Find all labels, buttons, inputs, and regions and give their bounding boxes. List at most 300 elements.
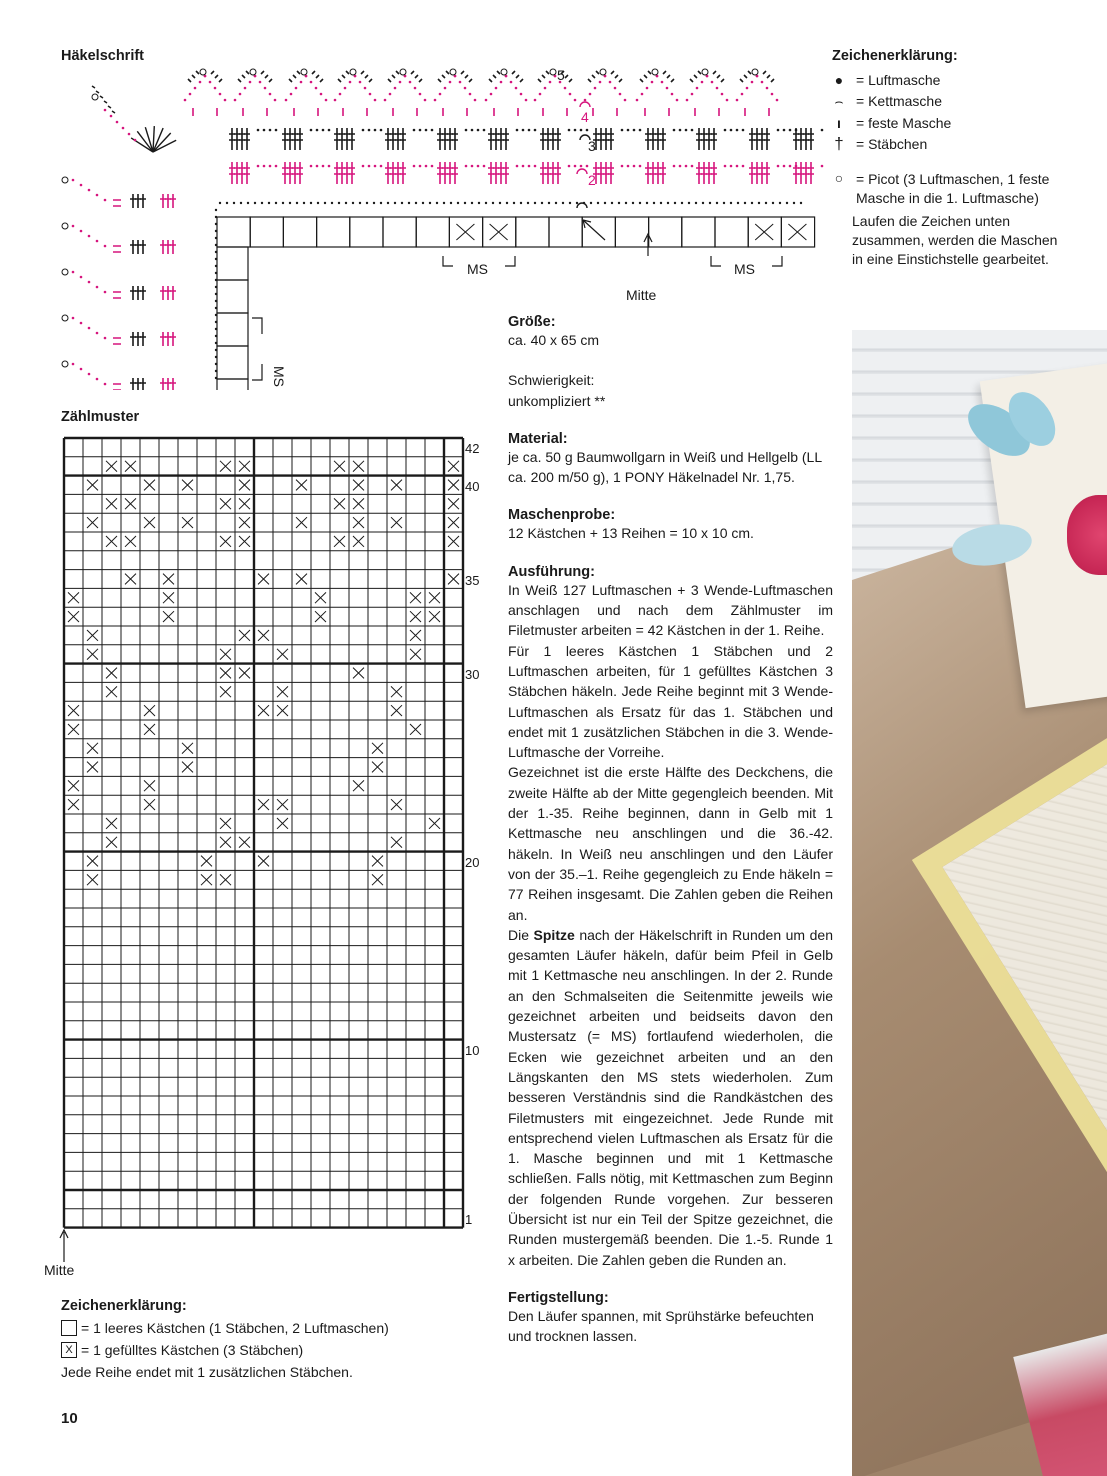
stitch-dc	[135, 378, 141, 390]
row-label-20: 20	[465, 855, 480, 870]
legend-item-dc: † = Stäbchen	[832, 136, 1102, 152]
chain-dot	[431, 165, 434, 168]
stitch-dc	[390, 162, 396, 184]
chain-dot	[716, 202, 718, 204]
chain-dot	[450, 202, 452, 204]
filled-cell	[163, 592, 174, 603]
stitch-dc	[344, 162, 350, 184]
filled-cell	[125, 574, 136, 585]
stitch-dc	[160, 286, 166, 300]
stitch-dc	[339, 162, 345, 184]
picot-icon	[350, 69, 356, 75]
filled-cell	[144, 724, 155, 735]
chain-dot	[215, 230, 217, 232]
chain-dot	[436, 202, 438, 204]
filled-cell	[315, 611, 326, 622]
stitch-dc	[400, 162, 406, 184]
stitch-dc	[493, 128, 499, 150]
stitch-sc	[343, 108, 367, 116]
filled-cell	[258, 630, 269, 641]
stitch-dc	[545, 128, 551, 150]
stitch-sc	[640, 71, 666, 82]
chain-dot	[666, 87, 669, 90]
dot-icon: ●	[834, 72, 844, 88]
chain-dot	[544, 87, 547, 90]
filled-cell	[201, 856, 212, 867]
filled-cell	[106, 668, 117, 679]
stitch-dc	[334, 128, 340, 150]
stitch-dc	[808, 162, 814, 184]
filled-cell	[87, 517, 98, 528]
chain-dot	[384, 99, 387, 102]
stitch-dc	[701, 162, 707, 184]
stitch-dc	[160, 332, 166, 346]
chain-dot	[522, 129, 525, 132]
chain-dot	[261, 202, 263, 204]
chain-dot	[676, 99, 679, 102]
chain-dot	[380, 165, 383, 168]
stitch-dc	[292, 162, 298, 184]
stitch-dc	[140, 240, 146, 254]
chain-dot	[374, 165, 377, 168]
filet-box	[217, 313, 248, 346]
chain-dot	[641, 93, 644, 96]
chain-dot	[777, 165, 780, 168]
chain-dot	[492, 202, 494, 204]
stitch-dc	[503, 162, 509, 184]
chain-dot	[758, 202, 760, 204]
stitch-sc	[113, 292, 121, 298]
filled-cell	[220, 536, 231, 547]
chain-dot	[464, 87, 467, 90]
filled-cell	[144, 780, 155, 791]
chain-dot	[72, 225, 75, 228]
chain-dot	[711, 81, 714, 84]
chain-dot	[264, 87, 267, 90]
fertig-value: Den Läufer spannen, mit Sprühstärke befeuchten und trocknen lassen.	[508, 1307, 814, 1345]
filled-cell	[429, 611, 440, 622]
arc-icon	[577, 203, 587, 208]
filled-cell	[239, 517, 250, 528]
chain-dot	[80, 322, 83, 325]
arc-icon: ⌢	[834, 93, 844, 109]
chain-dot	[691, 129, 694, 132]
filled-cell	[163, 574, 174, 585]
chain-dot	[359, 81, 362, 84]
chain-dot	[611, 202, 613, 204]
filet-box	[516, 217, 549, 247]
filled-cell	[353, 536, 364, 547]
filled-cell	[220, 686, 231, 697]
chain-dot	[528, 165, 531, 168]
stitch-dc	[711, 162, 717, 184]
chain-dot	[344, 87, 347, 90]
chain-dot	[215, 265, 217, 267]
schwierigkeit-value: unkompliziert **	[508, 392, 606, 409]
chain-dot	[744, 202, 746, 204]
chain-dot	[320, 93, 323, 96]
stitch-sc	[92, 86, 95, 88]
chain-dot	[310, 202, 312, 204]
stitch-dc	[645, 128, 651, 150]
chain-dot	[274, 99, 277, 102]
product-photo	[852, 330, 1107, 1476]
chain-dot	[349, 81, 352, 84]
chain-dot	[425, 165, 428, 168]
filled-cell	[258, 574, 269, 585]
chain-dot	[345, 202, 347, 204]
stitch-sc	[494, 108, 518, 116]
filled-cell	[410, 724, 421, 735]
filled-cell	[353, 780, 364, 791]
filled-cell	[87, 762, 98, 773]
stitch-dc	[400, 128, 406, 150]
chain-dot	[574, 99, 577, 102]
filled-cell	[296, 574, 307, 585]
chain-dot	[586, 165, 589, 168]
chain-dot	[282, 202, 284, 204]
chain-dot	[219, 202, 221, 204]
chain-dot	[72, 363, 75, 366]
filled-cell	[448, 536, 459, 547]
chain-dot	[199, 81, 202, 84]
chain-dot	[464, 202, 466, 204]
chain-dot	[490, 93, 493, 96]
stitch-dc	[803, 162, 809, 184]
chain-dot	[215, 251, 217, 253]
chain-dot	[424, 99, 427, 102]
picot-icon	[92, 94, 98, 100]
chain-dot	[184, 99, 187, 102]
stitch-dc	[503, 128, 509, 150]
chain-dot	[325, 99, 328, 102]
chain-dot	[215, 370, 217, 372]
chain-dot	[679, 165, 682, 168]
chain-dot	[215, 286, 217, 288]
chain-dot	[296, 202, 298, 204]
stitch-dc	[165, 286, 171, 300]
filled-cell	[448, 498, 459, 509]
stitch-sc	[96, 91, 99, 93]
stitch-dc	[645, 162, 651, 184]
chain-dot	[247, 202, 249, 204]
chain-dot	[104, 383, 107, 386]
stitch-dc	[239, 128, 245, 150]
chain-dot	[736, 165, 739, 168]
chain-dot	[730, 129, 733, 132]
stitch-dc	[808, 128, 814, 150]
chain-dot	[449, 81, 452, 84]
filled-cell	[220, 837, 231, 848]
stitch-dc	[239, 162, 245, 184]
stitch-sc	[289, 71, 315, 82]
stitch-dc	[696, 162, 702, 184]
chain-dot	[621, 165, 624, 168]
round-2-label: 2	[588, 172, 596, 188]
row-label-35: 35	[465, 573, 480, 588]
chain-dot	[478, 202, 480, 204]
chain-dot	[568, 165, 571, 168]
filled-cell	[87, 630, 98, 641]
chain-dot	[399, 81, 402, 84]
chain-dot	[465, 129, 468, 132]
chain-dot	[285, 99, 288, 102]
picot-icon	[62, 361, 68, 367]
stitch-dc	[759, 162, 765, 184]
filled-cell	[277, 686, 288, 697]
chain-dot	[254, 202, 256, 204]
stitch-dc	[395, 162, 401, 184]
stitch-dc	[759, 128, 765, 150]
stitch-dc	[655, 128, 661, 150]
stitch-dc	[701, 128, 707, 150]
stitch-dc	[170, 332, 176, 346]
filled-cell	[68, 780, 79, 791]
filled-cell	[106, 686, 117, 697]
chain-dot	[696, 87, 699, 90]
chain-dot	[625, 202, 627, 204]
stitch-dc	[749, 128, 755, 150]
chain-dot	[419, 129, 422, 132]
maschenprobe-title: Maschenprobe:	[508, 507, 616, 524]
chain-dot	[721, 93, 724, 96]
stitch-dc	[749, 162, 755, 184]
filled-cell	[353, 517, 364, 528]
chain-dot	[789, 129, 792, 132]
filet-box	[317, 217, 350, 247]
chain-dot	[116, 121, 119, 124]
legend-bottom-note: Jede Reihe endet mit 1 zusätzlichen Stäbchen.	[61, 1364, 353, 1380]
chain-dot	[639, 129, 642, 132]
chain-dot	[483, 129, 486, 132]
chain-dot	[726, 99, 729, 102]
chain-dot	[359, 202, 361, 204]
stitch-dc	[488, 128, 494, 150]
picot-icon	[702, 69, 708, 75]
stitch-dc	[706, 162, 712, 184]
stitch-dc	[385, 162, 391, 184]
stitch-dc	[244, 162, 250, 184]
stitch-dc	[339, 128, 345, 150]
chain-dot	[685, 165, 688, 168]
chain-dot	[772, 202, 774, 204]
stitch-sc	[193, 108, 217, 116]
filled-cell	[87, 480, 98, 491]
filet-x	[755, 224, 773, 240]
filled-cell	[277, 799, 288, 810]
chain-dot	[549, 81, 552, 84]
stitch-dc	[334, 162, 340, 184]
chain-dot	[673, 129, 676, 132]
filet-x	[456, 224, 474, 240]
chain-dot	[513, 202, 515, 204]
stitch-dc	[165, 240, 171, 254]
chain-dot	[761, 81, 764, 84]
chain-dot	[289, 202, 291, 204]
material-value: je ca. 50 g Baumwollgarn in Weiß und Hellgelb (LL ca. 200 m/50 g), 1 PONY Häkelnadel Nr. 1,75.	[508, 448, 822, 486]
filled-cell	[106, 818, 117, 829]
chain-dot	[419, 93, 422, 96]
chain-dot	[300, 81, 303, 84]
stitch-dc	[153, 140, 176, 152]
filet-box	[217, 217, 250, 247]
stitch-dc	[297, 162, 303, 184]
ausfuehrung-title: Ausführung:	[508, 563, 595, 580]
chain-dot	[104, 109, 107, 112]
stitch-dc	[282, 162, 288, 184]
stitch-dc	[545, 162, 551, 184]
chain-dot	[240, 202, 242, 204]
filled-cell	[68, 799, 79, 810]
chain-dot	[374, 99, 377, 102]
stitch-dc	[442, 162, 448, 184]
chain-dot	[618, 202, 620, 204]
chain-dot	[646, 202, 648, 204]
chain-dot	[310, 165, 313, 168]
picot-icon	[62, 177, 68, 183]
legend-item-chain: ● = Luftmasche	[832, 72, 1102, 88]
chain-dot	[646, 87, 649, 90]
stitch-dc	[234, 162, 240, 184]
chain-dot	[434, 99, 437, 102]
filled-cell	[220, 461, 231, 472]
chain-dot	[110, 115, 113, 118]
chain-dot	[328, 129, 331, 132]
chain-dot	[263, 129, 266, 132]
chain-dot	[783, 165, 786, 168]
filled-cell	[391, 837, 402, 848]
stitch-dc	[598, 128, 604, 150]
stitch-dc	[488, 162, 494, 184]
stitch-dc	[130, 378, 136, 390]
chain-dot	[104, 199, 107, 202]
chain-dot	[777, 129, 780, 132]
chain-dot	[234, 99, 237, 102]
chain-dot	[269, 165, 272, 168]
filled-cell	[410, 611, 421, 622]
stitch-dc	[165, 194, 171, 208]
ausfuehrung-p4: Die Spitze nach der Häkelschrift in Runden um den gesamten Läufer häkeln, dafür beim Pfeil in Gelb mit 1 Kettmasche neu anschlingen. In der 2. Runde an den Schmalseiten die Seitenmitte jeweils wie gezeichnet arbeiten und beidseits davon den Mustersatz (= MS) fortlaufend wiederholen, die Ecken wie gezeichnet arbeiten und an den Längskanten den MS stets wiederholen. Zum besseren Verständnis sind die Randkästchen des Filetmusters mit eingezeichnet. Jede Runde mit entsprechend vielen Luftmaschen als Ersatz für die 1. Masche beginnen und mit 1 Kettmasche schließen. Falls nötig, mit Kettmaschen zum Beginn der folgenden Runde vorgehen. Zur besseren Übersicht ist nur ein Teil der Spitze gezeichnet, die Runden mustergemäß beenden. Die 1.-5. Runde 1 x arbeiten. Die Zahlen geben die Runden an.	[508, 926, 833, 1268]
chain-dot	[485, 202, 487, 204]
chain-dot	[469, 93, 472, 96]
chain-dot	[730, 202, 732, 204]
chain-dot	[730, 165, 733, 168]
stitch-sc	[593, 108, 617, 116]
filled-cell	[87, 649, 98, 660]
chain-dot	[609, 81, 612, 84]
filled-cell	[68, 592, 79, 603]
chain-dot	[215, 279, 217, 281]
filled-cell	[144, 480, 155, 491]
stitch-sc	[104, 101, 107, 103]
chain-dot	[194, 87, 197, 90]
filled-box-icon: X	[61, 1342, 77, 1358]
chain-dot	[374, 129, 377, 132]
groesse-value: ca. 40 x 65 cm	[508, 332, 600, 348]
stitch-dc	[140, 332, 146, 346]
chain-dot	[701, 81, 704, 84]
filled-cell	[87, 743, 98, 754]
chain-dot	[742, 165, 745, 168]
stitch-dc	[165, 378, 171, 390]
filled-cell	[429, 818, 440, 829]
stitch-dc	[540, 128, 546, 150]
stitch-dc	[160, 378, 166, 390]
stitch-dc	[287, 128, 293, 150]
legend-bottom	[61, 1298, 481, 1380]
stitch-dc	[706, 128, 712, 150]
legend-filled-row: X = 1 gefülltes Kästchen (3 Stäbchen)	[61, 1342, 481, 1358]
chain-dot	[621, 129, 624, 132]
chain-dot	[215, 293, 217, 295]
chain-dot	[215, 377, 217, 379]
stitch-dc	[395, 128, 401, 150]
filled-cell	[391, 480, 402, 491]
stitch-dc	[349, 128, 355, 150]
chain-dot	[257, 165, 260, 168]
chain-dot	[339, 93, 342, 96]
chain-dot	[364, 87, 367, 90]
chain-dot	[821, 129, 824, 132]
picot-icon	[301, 69, 307, 75]
picot-icon	[501, 69, 507, 75]
stitch-sc	[393, 108, 417, 116]
chain-dot	[590, 202, 592, 204]
filled-cell	[239, 630, 250, 641]
stitch-dc	[650, 162, 656, 184]
filled-cell	[220, 874, 231, 885]
filled-cell	[315, 592, 326, 603]
chain-dot	[310, 81, 313, 84]
chain-dot	[249, 81, 252, 84]
chain-dot	[72, 271, 75, 274]
chain-dot	[394, 202, 396, 204]
stitch-dc	[598, 162, 604, 184]
chain-dot	[691, 165, 694, 168]
filled-cell	[277, 705, 288, 716]
filled-cell	[258, 799, 269, 810]
ausfuehrung-p2: Für 1 leeres Kästchen 1 Stäbchen und 2 Luftmaschen arbeiten, für 1 gefülltes Kästchen 3 Stäbchen häkeln. Jede Reihe beginnt mit 3 Wende-Luftmaschen als Ersatz für das 1. Stäbchen und endet mit 1 zusätzlichen Stäbchen in die 3. Wende-Luftmasche der Vorreihe.	[508, 642, 833, 761]
chain-dot	[619, 93, 622, 96]
chain-dot	[269, 129, 272, 132]
filet-box	[383, 217, 416, 247]
chain-dot	[674, 202, 676, 204]
stitch-dc	[493, 162, 499, 184]
chain-dot	[215, 307, 217, 309]
info-column	[508, 314, 833, 1346]
chain-dot	[362, 165, 365, 168]
stitch-dc	[229, 162, 235, 184]
filled-cell	[220, 668, 231, 679]
stitch-dc	[140, 286, 146, 300]
filet-x	[788, 224, 806, 240]
stitch-sc	[338, 71, 364, 82]
round-3-label: 3	[588, 138, 596, 154]
filled-cell	[144, 705, 155, 716]
chain-dot	[352, 202, 354, 204]
stitch-dc	[798, 162, 804, 184]
stitch-sc	[108, 106, 111, 108]
round-4-label: 4	[581, 109, 589, 125]
chain-dot	[88, 235, 91, 238]
chain-dot	[679, 129, 682, 132]
chain-dot	[215, 209, 217, 211]
filled-cell	[68, 705, 79, 716]
legend-bottom-title: Zeichenerklärung:	[61, 1298, 187, 1314]
chain-dot	[742, 129, 745, 132]
filled-cell	[372, 743, 383, 754]
chain-dot	[80, 368, 83, 371]
